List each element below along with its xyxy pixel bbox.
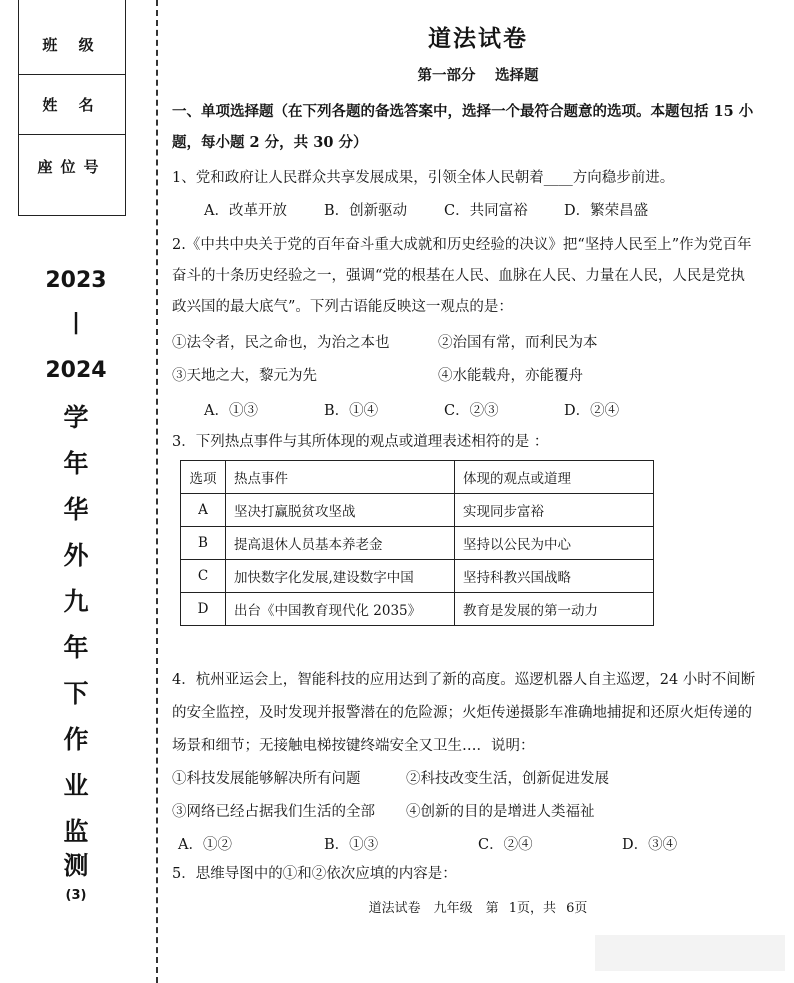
question-3-stem: 3．下列热点事件与其所体现的观点或道理表述相符的是 ：	[172, 434, 549, 450]
vertical-title-char: 作	[63, 725, 89, 754]
table-row	[181, 560, 654, 593]
vertical-title-char: 外	[63, 541, 89, 570]
q2-statement-4: ④水能载舟，亦能覆舟	[438, 368, 583, 384]
name-label: 姓 名	[42, 96, 102, 114]
page-title: 道法试卷	[428, 25, 528, 52]
vertical-title-char: 监	[63, 817, 89, 846]
table-cell: 提高退休人员基本养老金	[226, 527, 455, 560]
q2-option-c: C．②③	[444, 403, 499, 419]
vertical-title-char: 年	[63, 449, 89, 478]
q4-statement-2: ②科技改变生活，创新促进发展	[406, 771, 609, 787]
section-instructions: 一、单项选择题（在下列各题的备选答案中，选择一个最符合题意的选项。本题包括 15 小	[172, 103, 754, 120]
q4-statement-1: ①科技发展能够解决所有问题	[172, 771, 361, 787]
table-cell: 实现同步富裕	[455, 494, 654, 527]
class-label: 班 级	[42, 36, 102, 54]
vertical-title-char: |	[71, 310, 81, 335]
vertical-title-char: 2023	[45, 268, 107, 293]
table-row	[181, 593, 654, 626]
table-cell: 坚持以公民为中心	[455, 527, 654, 560]
table-cell: 坚决打赢脱贫攻坚战	[226, 494, 455, 527]
q2-option-d: D．②④	[564, 403, 620, 419]
binding-dashed-line	[156, 0, 158, 983]
q4-statement-4: ④创新的目的是增进人类福祉	[406, 804, 595, 820]
table-row	[181, 494, 654, 527]
student-info-box	[18, 0, 126, 216]
table-cell: 教育是发展的第一动力	[455, 593, 654, 626]
page-footer: 道法试卷 九年级 第 1页，共 6页	[368, 901, 588, 916]
q4-option-c: C．②④	[478, 837, 533, 853]
part-heading: 第一部分 选择题	[417, 67, 539, 84]
table-cell: 出台《中国教育现代化 2035》	[226, 593, 455, 626]
seat-label: 座位号	[37, 158, 107, 176]
table-header-cell: 选项	[181, 461, 226, 494]
question-2-stem: 奋斗的十条历史经验之一，强调“党的根基在人民、血脉在人民、力量在人民，人民是党执	[172, 268, 745, 284]
q1-option-b: B．创新驱动	[324, 203, 408, 219]
question-4-stem: 4．杭州亚运会上，智能科技的应用达到了新的高度。巡逻机器人自主巡逻，24 小时不间断	[172, 672, 756, 688]
q2-option-b: B．①④	[324, 403, 379, 419]
q4-option-d: D．③④	[622, 837, 678, 853]
table-cell: 加快数字化发展,建设数字中国	[226, 560, 455, 593]
question-4-stem: 的安全监控，及时发现并报警潜在的危险源；火炬传递摄影车准确地捕捉和还原火炬传递的	[172, 705, 752, 721]
table-row	[181, 527, 654, 560]
q1-option-c: C．共同富裕	[444, 203, 528, 219]
q2-option-a: A．①③	[204, 403, 258, 419]
hot-events-table	[180, 460, 654, 626]
vertical-title-char: 下	[63, 679, 89, 708]
question-5-stem: 5．思维导图中的①和②依次应填的内容是：	[172, 866, 457, 882]
table-cell: A	[181, 494, 226, 527]
question-2-stem: 2.《中共中央关于党的百年奋斗重大成就和历史经验的决议》把“坚持人民至上”作为党百年	[172, 237, 752, 253]
vertical-title-char: 测	[63, 851, 89, 880]
section-instructions: 题，每小题 2 分，共 30 分）	[172, 134, 368, 151]
vertical-title-char: 学	[63, 403, 89, 432]
q1-option-a: A．改革开放	[204, 203, 287, 219]
table-cell: D	[181, 593, 226, 626]
question-4-stem: 场景和细节；无接触电梯按键终端安全又卫生…．说明：	[172, 738, 535, 754]
q2-statement-3: ③天地之大，黎元为先	[172, 368, 317, 384]
table-header-cell: 体现的观点或道理	[455, 461, 654, 494]
table-header-cell: 热点事件	[226, 461, 455, 494]
table-cell: 坚持科教兴国战略	[455, 560, 654, 593]
q4-statement-3: ③网络已经占据我们生活的全部	[172, 804, 375, 820]
scan-smudge	[595, 935, 785, 971]
q4-option-a: A．①②	[178, 837, 232, 853]
vertical-title-char: 2024	[45, 358, 107, 383]
vertical-title-char: (3)	[65, 888, 87, 903]
vertical-title-char: 九	[63, 587, 89, 616]
table-header-row	[181, 461, 654, 494]
left-sidebar	[0, 0, 150, 983]
question-1-stem: 1、党和政府让人民群众共享发展成果，引领全体人民朝着____方向稳步前进。	[172, 170, 675, 186]
q1-option-d: D．繁荣昌盛	[564, 203, 649, 219]
q4-option-b: B．①③	[324, 837, 379, 853]
divider	[19, 134, 125, 135]
question-2-stem: 政兴国的最大底气”。下列古语能反映这一观点的是：	[172, 299, 513, 315]
divider	[19, 74, 125, 75]
exam-content	[172, 0, 784, 983]
vertical-title-char: 年	[63, 633, 89, 662]
divider	[19, 215, 125, 216]
q2-statement-2: ②治国有常，而利民为本	[438, 335, 598, 351]
vertical-title-char: 华	[63, 495, 89, 524]
vertical-title-char: 业	[63, 771, 89, 800]
table-cell: C	[181, 560, 226, 593]
table-cell: B	[181, 527, 226, 560]
q2-statement-1: ①法令者，民之命也，为治之本也	[172, 335, 390, 351]
